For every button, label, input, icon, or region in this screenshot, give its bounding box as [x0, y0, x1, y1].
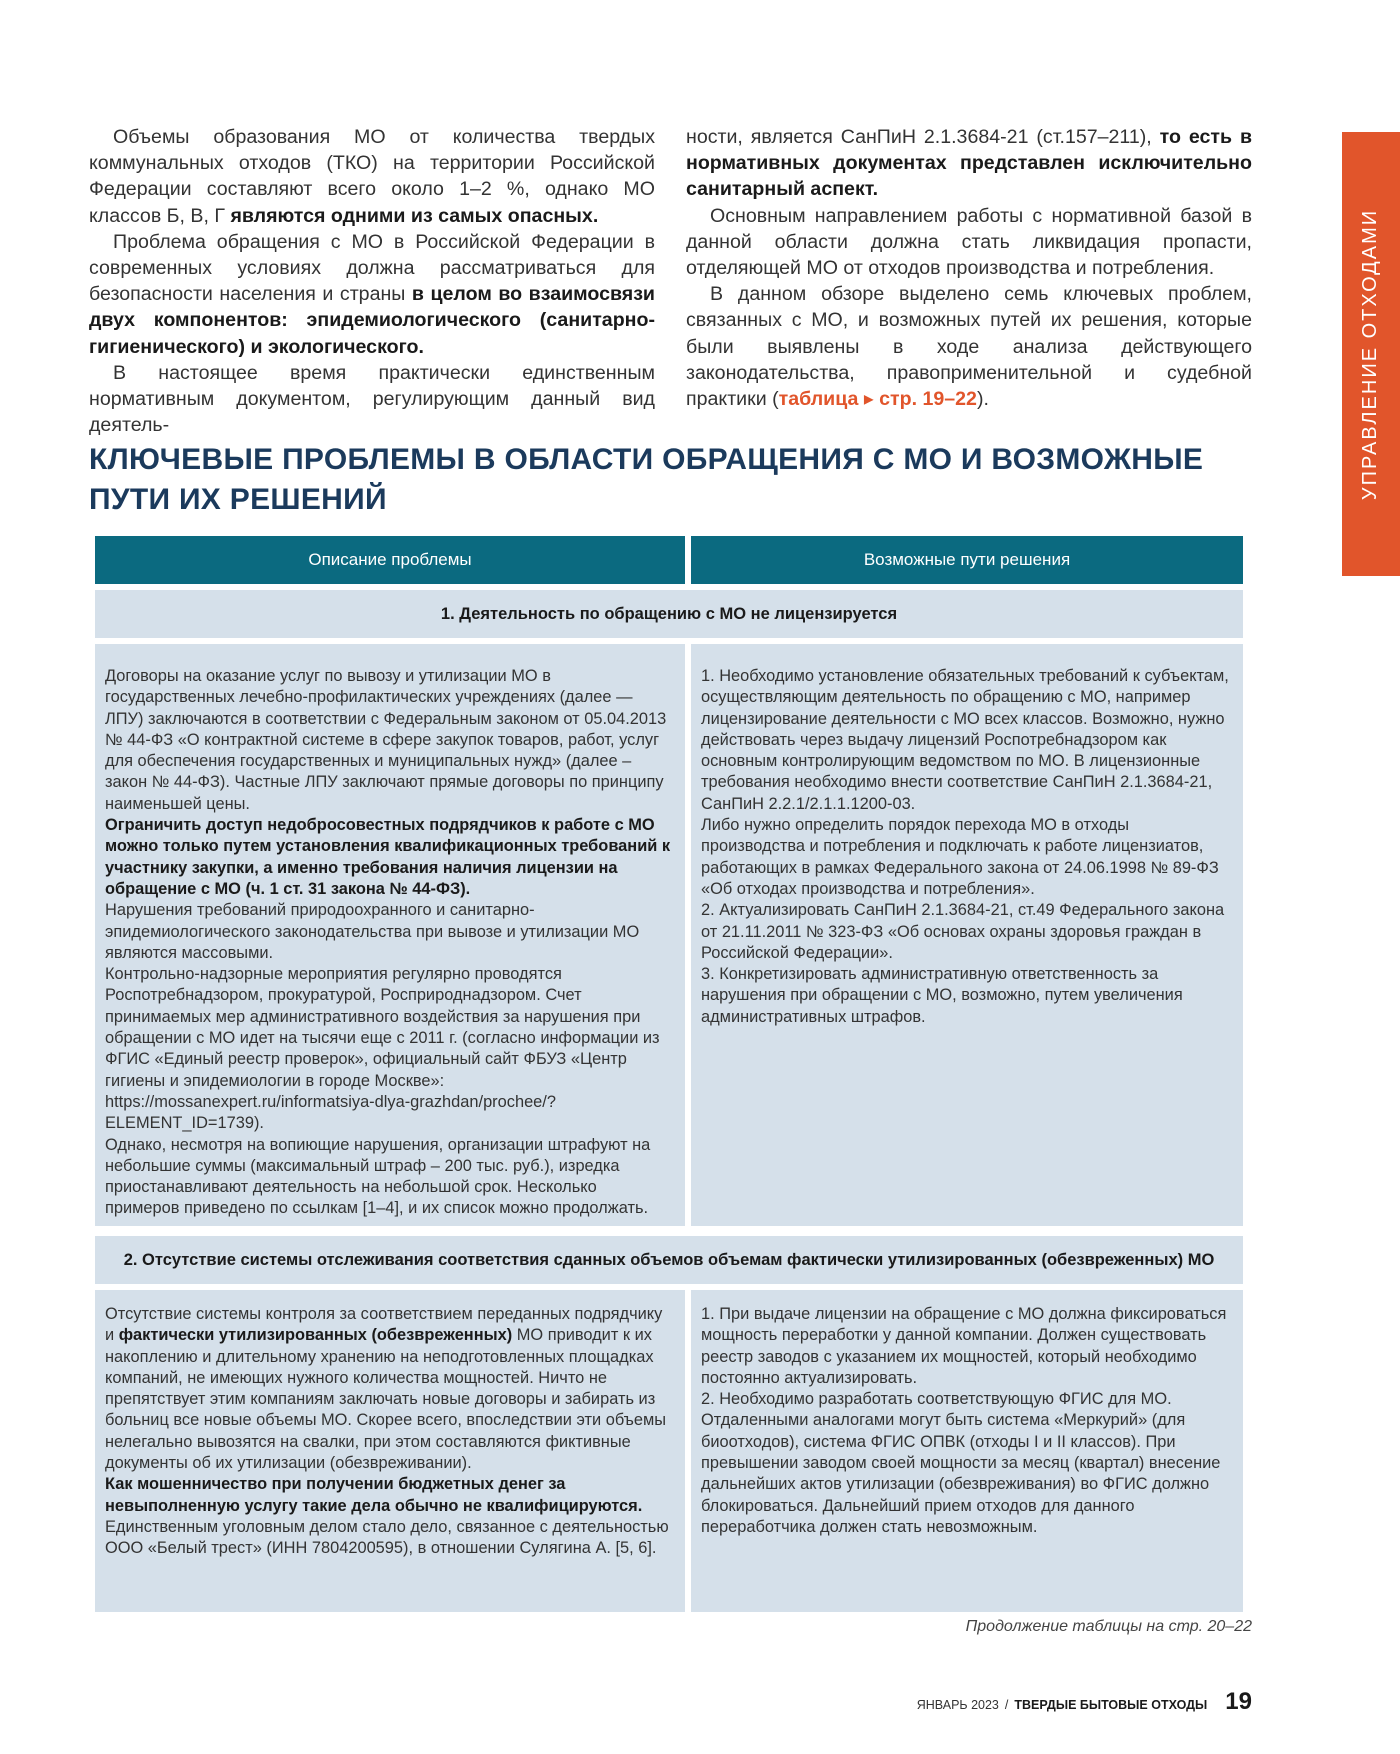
table-heading: КЛЮЧЕВЫЕ ПРОБЛЕМЫ В ОБЛАСТИ ОБРАЩЕНИЯ С МО И ВОЗМОЖНЫЕ ПУТИ ИХ РЕШЕНИЙ [89, 443, 1204, 516]
cell-paragraph: 3. Конкретизировать административную ответственность за нарушения при обращении с МО, возможно, путем увеличения административных штрафов. [701, 965, 1183, 1026]
intro-text: Объемы образования МО от количества твердых коммунальных отходов (ТКО) на территории Российской Федерации составляют всего около 1–2 %, однако МО классов Б, В, Г [89, 126, 655, 227]
column-header-solution: Возможные пути решения [691, 536, 1243, 584]
cell-bold-text: Ограничить доступ недобросовестных подрядчиков к работе с МО можно только путем установления квалификационных требований к участнику закупки, а именно требования наличия лицензии на обращение с МО (ч. 1 ст. 31 закона № 44-ФЗ). [105, 816, 671, 898]
intro-text: Проблема обращения с МО в Российской Федерации в современных условиях должна рассматриваться для безопасности населения и страны [89, 230, 655, 306]
table-header-row [95, 536, 1243, 584]
cell-paragraph: 1. При выдаче лицензии на обращение с МО должна фиксироваться мощность переработки у данной компании. Должен существовать реестр заводов с указанием их мощностей, который необходимо постоянно актуализировать. [701, 1305, 1227, 1387]
cell-paragraph: 2. Актуализировать СанПиН 2.1.3684-21, ст.49 Федерального закона от 21.11.2011 № 323-ФЗ «Об основах охраны здоровья граждан в Российской Федерации». [701, 901, 1225, 962]
footer-separator: / [1004, 1698, 1009, 1712]
section-side-tab [1342, 132, 1400, 576]
intro-text: ности, является СанПиН 2.1.3684-21 (ст.157–211), [686, 126, 1160, 148]
magazine-title: ТВЕРДЫЕ БЫТОВЫЕ ОТХОДЫ [1014, 1698, 1208, 1712]
cell-paragraph: 2. Необходимо разработать соответствующую ФГИС для МО. Отдаленными аналогами могут быть система «Меркурий» (для биоотходов), система ФГИС ОПВК (отходы I и II классов). При превышении заводом своей мощности за месяц (квартал) внесение дальнейших актов утилизации (обезвреживания) во ФГИС должно блокироваться. Дальнейший прием отходов для данного переработчика должен стать невозможным. [701, 1390, 1221, 1536]
cell-paragraph [105, 815, 675, 900]
cell-paragraph: Контрольно-надзорные мероприятия регулярно проводятся Роспотребнадзором, прокуратурой, Росприроднадзором. Счет принимаемых мер административного воздействия за нарушения при обращении с МО идет на тысячи еще с 2011 г. (согласно информации из ФГИС «Единый реестр проверок», официальный сайт ФБУЗ «Центр гигиены и эпидемиологии в городе Москве»: https://mossanexpert.ru/informatsiya-dlya-grazhdan/prochee/?ELEMENT_ID=1739). [105, 965, 660, 1133]
intro-bold-text: то есть в нормативных документах представлен исключительно санитарный аспект. [686, 126, 1252, 201]
cell-paragraph: Договоры на оказание услуг по вывозу и утилизации МО в государственных лечебно-профилактических учреждениях (далее — ЛПУ) заключаются в соответствии с Федеральным законом от 05.04.2013 № 44-ФЗ «О контрактной системе в сфере закупок товаров, работ, услуг для обеспечения государственных и муниципальных нужд» (далее – закон № 44-ФЗ). Частные ЛПУ заключают прямые договоры по принципу наименьшей цены. [105, 667, 667, 813]
cell-paragraph [105, 1304, 675, 1474]
intro-paragraph [89, 124, 655, 229]
cell-text: МО приводит к их накоплению и длительному хранению на неподготовленных площадках компаний, не имеющих нужного количества мощностей. Ничто не препятствует этим компаниям заключать новые договоры и забирать из больниц все новые объемы МО. Скорее всего, впоследствии эти объемы нелегально вывозятся на свалки, при этом составляются фиктивные документы об их утилизации (обезвреживании). [105, 1326, 667, 1473]
cell-paragraph: Однако, несмотря на вопиющие нарушения, организации штрафуют на небольшие суммы (максимальный штраф – 200 тыс. руб.), изредка приостанавливают деятельность на небольшой срок. Несколько примеров приведено по ссылкам [1–4], и их список можно продолжать. [105, 1135, 651, 1218]
problem-cell [95, 1290, 685, 1612]
solution-cell [691, 1290, 1243, 1612]
table-continuation-note: Продолжение таблицы на стр. 20–22 [965, 1618, 1252, 1635]
intro-right-column [686, 124, 1252, 412]
column-header-problem: Описание проблемы [95, 536, 685, 584]
intro-paragraph [686, 281, 1252, 412]
intro-bold-text: являются одними из самых опасных. [230, 204, 599, 227]
cell-paragraph: 1. Необходимо установление обязательных требований к субъектам, осуществляющим деятельность по обращению с МО, например лицензирование деятельности с МО всех классов. Возможно, нужно действовать через выдачу лицензий Роспотребнадзором как основным контролирующим ведомством по МО. В лицензионные требования необходимо внести соответствие СанПиН 2.1.3684-21, СанПиН 2.2.1/2.1.1.1200-03. [701, 667, 1229, 813]
cell-bold-text: Как мошенничество при получении бюджетных денег за невыполненную услугу такие дела обычно не квалифицируются. [105, 1475, 643, 1515]
table-row [95, 644, 1243, 1226]
intro-paragraph [89, 229, 655, 360]
table-row [95, 1290, 1243, 1612]
issue-date: ЯНВАРЬ 2023 [916, 1698, 999, 1712]
intro-bold-text: в целом во взаимосвязи двух компонентов: эпидемиологического (санитарно-гигиенического) и экологического. [89, 283, 655, 358]
problems-table [95, 536, 1243, 1612]
cell-bold-text: фактически утилизированных (обезвреженных) [118, 1326, 513, 1345]
intro-text: В данном обзоре выделено семь ключевых проблем, связанных с МО, и возможных путей их решения, которые были выявлены в ходе анализа действующего законодательства, правоприменительной и судебной практики ( [686, 283, 1252, 411]
solution-cell [691, 644, 1243, 1226]
cell-paragraph: Единственным уголовным делом стало дело, связанное с деятельностью ООО «Белый трест» (ИНН 7804200595), в отношении Сулягина А. [5, 6]. [105, 1517, 669, 1558]
table-reference-link[interactable]: таблица ▸ стр. 19–22 [778, 388, 977, 411]
cell-paragraph [105, 1474, 675, 1517]
intro-text: ). [976, 388, 989, 411]
section-title-2: 2. Отсутствие системы отслеживания соответствия сданных объемов объемам фактически утилизированных (обезвреженных) МО [95, 1236, 1243, 1284]
page-number: 19 [1225, 1688, 1252, 1715]
intro-left-column [89, 124, 655, 438]
section-side-tab-label: УПРАВЛЕНИЕ ОТХОДАМИ [1359, 208, 1382, 500]
cell-paragraph: Либо нужно определить порядок перехода МО в отходы производства и потребления и подключать к работе лицензиатов, работающих в рамках Федерального закона от 24.06.1998 № 89-ФЗ «Об отходах производства и потребления». [701, 816, 1219, 898]
intro-paragraph [686, 124, 1252, 203]
cell-text: Отсутствие системы контроля за соответствием переданных подрядчику и [105, 1305, 663, 1345]
intro-paragraph: Основным направлением работы с нормативной базой в данной области должна стать ликвидация пропасти, отделяющей МО от отходов производства и потребления. [686, 204, 1252, 280]
cell-paragraph: Нарушения требований природоохранного и санитарно-эпидемиологического законодательства при вывозе и утилизации МО являются массовыми. [105, 901, 640, 962]
page-footer [917, 1688, 1252, 1716]
problem-cell [95, 644, 685, 1226]
section-title-1: 1. Деятельность по обращению с МО не лицензируется [95, 590, 1243, 638]
intro-paragraph: В настоящее время практически единственным нормативным документом, регулирующим данный вид деятель- [89, 361, 655, 437]
